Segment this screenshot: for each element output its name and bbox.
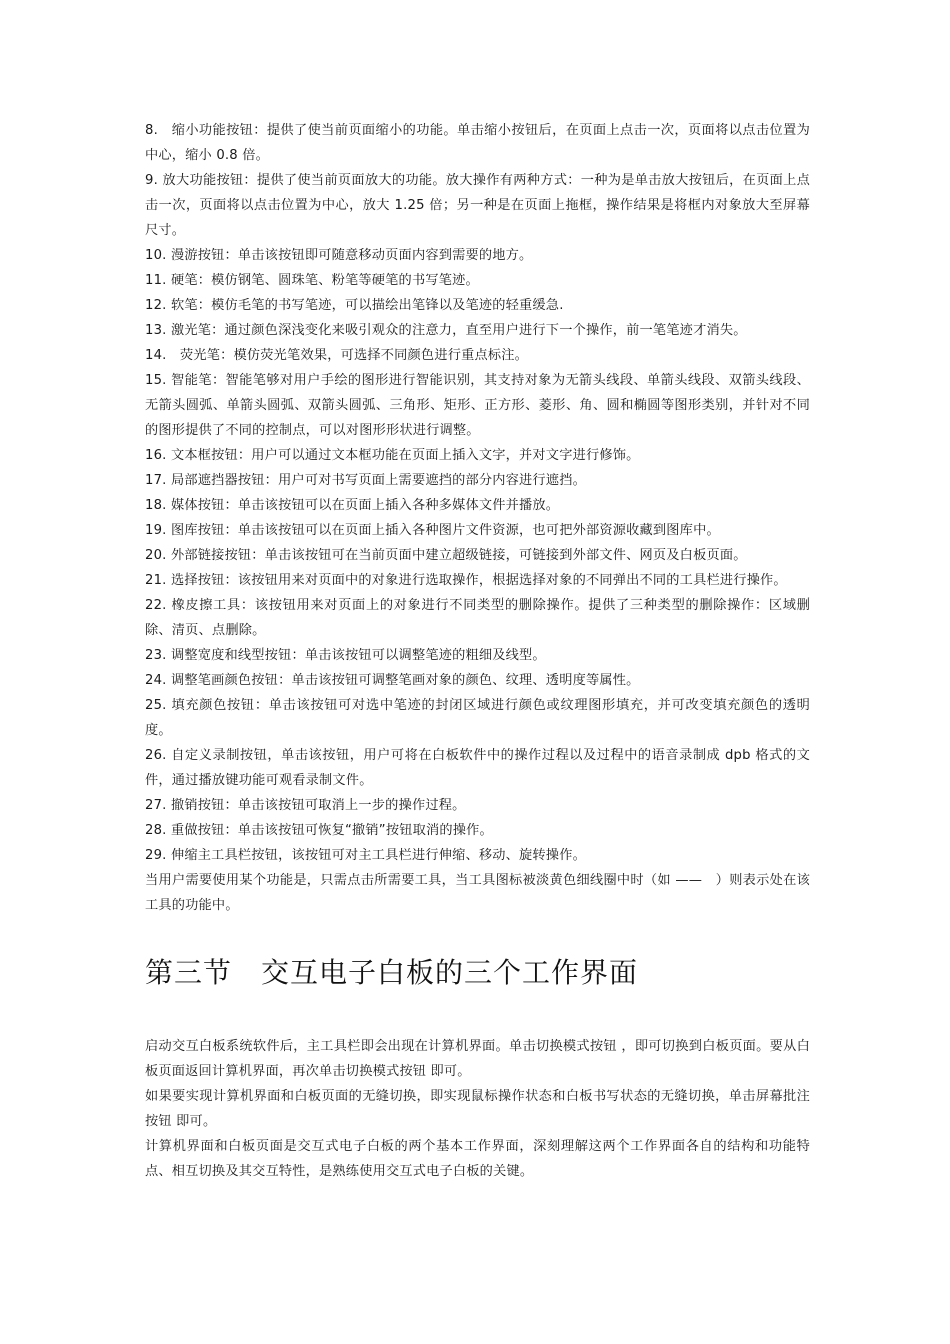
item-11: 11. 硬笔：模仿钢笔、圆珠笔、粉笔等硬笔的书写笔迹。 (145, 273, 479, 288)
item-9: 9. 放大功能按钮：提供了使当前页面放大的功能。放大操作有两种方式：一种为是单击放大按钮后，在页面上点击一次，页面将以点击位置为中心，放大 1.25 倍；另一种是在页面上拖框，操作结果是将框内对象放大至屏幕尺寸。 (145, 173, 810, 238)
section-paragraph: 如果要实现计算机界面和白板页面的无缝切换，即实现鼠标操作状态和白板书写状态的无缝切换，单击屏幕批注按钮 即可。 (145, 1089, 810, 1129)
item-24: 24. 调整笔画颜色按钮：单击该按钮可调整笔画对象的颜色、纹理、透明度等属性。 (145, 673, 640, 688)
item-21: 21. 选择按钮：该按钮用来对页面中的对象进行选取操作，根据选择对象的不同弹出不同的工具栏进行操作。 (145, 573, 787, 588)
section-paragraph: 启动交互白板系统软件后，主工具栏即会出现在计算机界面。单击切换模式按钮 ，即可切换到白板页面。要从白板页面返回计算机界面，再次单击切换模式按钮 即可。 (145, 1039, 810, 1079)
item-28: 28. 重做按钮：单击该按钮可恢复“撤销”按钮取消的操作。 (145, 823, 493, 838)
item-27: 27. 撤销按钮：单击该按钮可取消上一步的操作过程。 (145, 798, 466, 813)
item-17: 17. 局部遮挡器按钮：用户可对书写页面上需要遮挡的部分内容进行遮挡。 (145, 473, 586, 488)
item-12: 12. 软笔：模仿毛笔的书写笔迹，可以描绘出笔锋以及笔迹的轻重缓急. (145, 298, 564, 313)
item-20: 20. 外部链接按钮：单击该按钮可在当前页面中建立超级链接，可链接到外部文件、网页及白板页面。 (145, 548, 747, 563)
section-paragraph: 计算机界面和白板页面是交互式电子白板的两个基本工作界面，深刻理解这两个工作界面各自的结构和功能特点、相互切换及其交互特性，是熟练使用交互式电子白板的关键。 (145, 1139, 810, 1179)
section-body (145, 1034, 810, 1184)
tool-descriptions (145, 118, 810, 918)
item-18: 18. 媒体按钮：单击该按钮可以在页面上插入各种多媒体文件并播放。 (145, 498, 560, 513)
usage-note: 当用户需要使用某个功能是，只需点击所需要工具，当工具图标被淡黄色细线圈中时（如 —— ）则表示处在该工具的功能中。 (145, 873, 810, 913)
item-29: 29. 伸缩主工具栏按钮，该按钮可对主工具栏进行伸缩、移动、旋转操作。 (145, 848, 586, 863)
item-14: 14. 荧光笔：模仿荧光笔效果，可选择不同颜色进行重点标注。 (145, 348, 529, 363)
item-25: 25. 填充颜色按钮：单击该按钮可对选中笔迹的封闭区域进行颜色或纹理图形填充，并可改变填充颜色的透明度。 (145, 698, 810, 738)
item-26: 26. 自定义录制按钮，单击该按钮，用户可将在白板软件中的操作过程以及过程中的语音录制成 dpb 格式的文件，通过播放键功能可观看录制文件。 (145, 748, 810, 788)
item-8: 8. 缩小功能按钮：提供了使当前页面缩小的功能。单击缩小按钮后，在页面上点击一次，页面将以点击位置为中心，缩小 0.8 倍。 (145, 123, 810, 163)
item-23: 23. 调整宽度和线型按钮：单击该按钮可以调整笔迹的粗细及线型。 (145, 648, 546, 663)
item-13: 13. 激光笔：通过颜色深浅变化来吸引观众的注意力，直至用户进行下一个操作，前一笔笔迹才消失。 (145, 323, 747, 338)
item-16: 16. 文本框按钮：用户可以通过文本框功能在页面上插入文字，并对文字进行修饰。 (145, 448, 640, 463)
item-10: 10. 漫游按钮：单击该按钮即可随意移动页面内容到需要的地方。 (145, 248, 533, 263)
item-22: 22. 橡皮擦工具：该按钮用来对页面上的对象进行不同类型的删除操作。提供了三种类型的删除操作：区域删除、清页、点删除。 (145, 598, 810, 638)
section-title: 第三节 交互电子白板的三个工作界面 (145, 956, 639, 989)
item-19: 19. 图库按钮：单击该按钮可以在页面上插入各种图片文件资源，也可把外部资源收藏到图库中。 (145, 523, 720, 538)
item-15: 15. 智能笔：智能笔够对用户手绘的图形进行智能识别，其支持对象为无箭头线段、单箭头线段、双箭头线段、无箭头圆弧、单箭头圆弧、双箭头圆弧、三角形、矩形、正方形、菱形、角、圆和椭圆等图形类别，并针对不同的图形提供了不同的控制点，可以对图形形状进行调整。 (145, 373, 810, 438)
